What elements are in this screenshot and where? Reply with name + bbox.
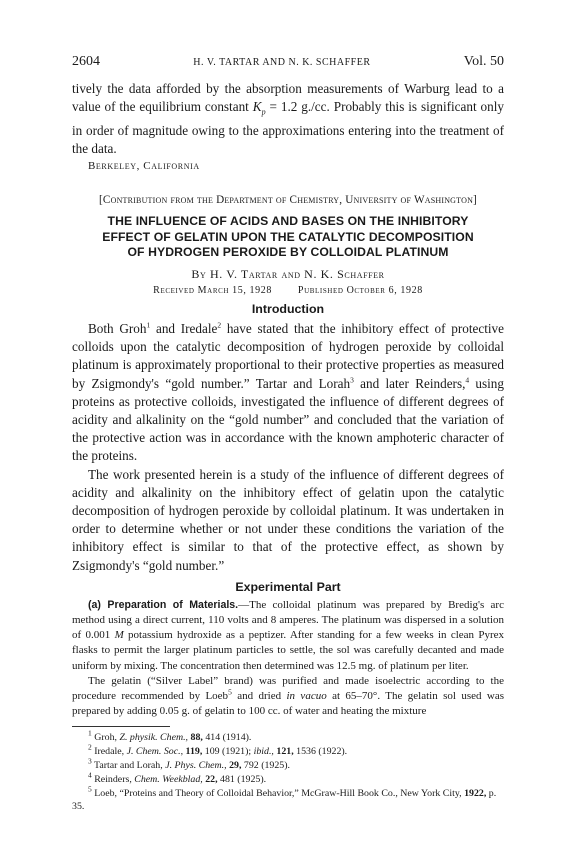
article-dates — [72, 285, 504, 296]
experimental-paragraph-b: The gelatin (“Silver Label” brand) was purified and made isoelectric according to the procedure recommended by Loeb$^5$ and dried in vacuo at 65–70°. The gelatin sol used was prepared by adding 0.05 g. of gelatin to 100 cc. of water and heating the mixture — [72, 674, 504, 718]
volume-number: Vol. 50 — [463, 54, 504, 69]
section-heading-experimental: Experimental Part — [235, 579, 341, 594]
title-line: EFFECT OF GELATIN UPON THE CATALYTIC DECOMPOSITION — [102, 229, 474, 244]
experimental-paragraph-a: (a) Preparation of Materials.—The colloidal platinum was prepared by Bredig's arc method using a direct current, 110 volts and 8 amperes. The platinum was dispersed in a solution of 0.001 M potassium hydroxide as a peptizer. After standing for a few weeks in clean Pyrex flasks to permit the larger platinum particles to settle, the sol was carefully decanted and made uniform by mixing. The concentration then determined was 12.5 mg. of platinum per liter. — [72, 598, 505, 672]
received-date: Received March 15, 1928 — [153, 284, 272, 296]
author-byline: By H. V. Tartar and N. K. Schaffer — [191, 266, 385, 281]
section-heading-introduction: Introduction — [251, 301, 325, 316]
journal-page — [72, 54, 504, 814]
contribution-line: [Contribution from the Department of Chemistry, University of Washington] — [99, 194, 477, 207]
title-line: OF HYDROGEN PEROXIDE BY COLLOIDAL PLATINUM — [127, 245, 449, 260]
running-header — [72, 54, 504, 70]
footnotes — [72, 731, 504, 814]
published-date: Published October 6, 1928 — [297, 284, 423, 296]
running-title: H. V. TARTAR AND N. K. SCHAFFER — [193, 57, 371, 68]
previous-article-ending: tively the data afforded by the absorption measurements of Warburg lead to a value of the equilibrium constant $K_p = 1.2$ g./cc. Probably this is significant only in order of magnitude owing to the approximations entering into the treatment of the data. — [72, 81, 505, 157]
page-number: 2604 — [72, 54, 100, 69]
footnote: $^3$ Tartar and Lorah, J. Phys. Chem., 29, 792 (1925). — [88, 756, 290, 772]
title-line: THE INFLUENCE OF ACIDS AND BASES ON THE INHIBITORY — [107, 214, 469, 229]
intro-paragraph-2: The work presented herein is a study of the influence of different degrees of acidity and alkalinity on the inhibitory effect of gelatin upon the catalytic decomposition of hydrogen peroxide by colloidal platinum. It was undertaken in order to determine whether or not under these conditions the variation of the inhibitory effect is similar to that of the protective effect, as shown by Zsigmondy's “gold number.” — [72, 466, 504, 573]
footnote: $^1$ Groh, Z. physik. Chem., 88, 414 (1914). — [88, 729, 252, 744]
footnote: $^4$ Reinders, Chem. Weekblad, 22, 481 (1925). — [88, 770, 267, 785]
footnote: $^2$ Iredale, J. Chem. Soc., 119, 109 (1921); ibid., 121, 1536 (1922). — [88, 742, 348, 758]
article-title — [72, 214, 504, 261]
footnote: $^5$ Loeb, “Proteins and Theory of Colloidal Behavior,” McGraw-Hill Book Co., New York City, 1922, p. 35. — [72, 784, 497, 813]
intro-paragraph-1: Both Groh$^1$ and Iredale$^2$ have stated that the inhibitory effect of protective colloids upon the catalytic decomposition of hydrogen peroxide by colloidal platinum is approximately proportional to their protective properties as measured by Zsigmondy's “gold number.” Tartar and Lorah$^3$ and later Reinders,$^4$ using proteins as protective colloids, investigated the influence of different degrees of acidity and alkalinity on the “gold number” and concluded that the variation of the protective action was in accordance with the known amphoteric character of the proteins. — [72, 320, 504, 464]
affiliation-place: Berkeley, California — [88, 160, 200, 173]
footnote-divider — [72, 726, 170, 727]
